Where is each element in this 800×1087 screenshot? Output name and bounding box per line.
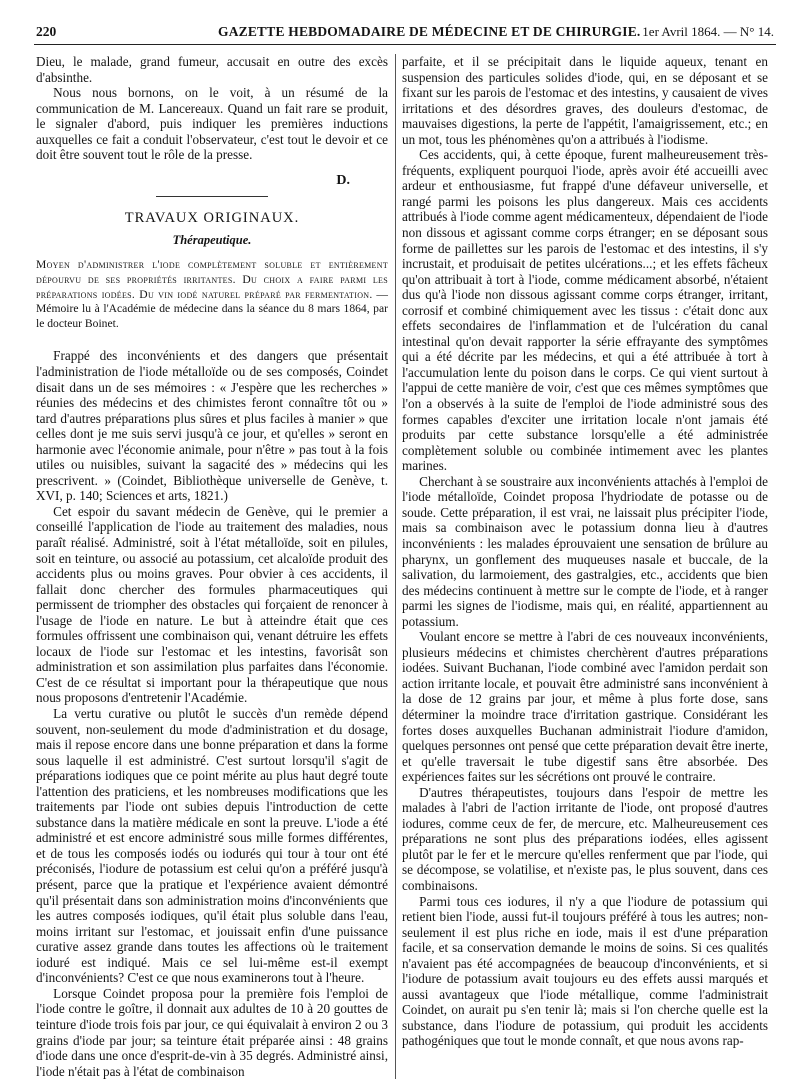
paragraph: Parmi tous ces iodures, il n'y a que l'iodure de potassium qui retient bien l'iode, aussi fut-il toujours préféré à tous les autres; non-seulement il est plus riche en iode, mais il est d'une préparation facile, et sa conservation demande le moins de soins. Si ces qualités n'avaient pas été accompagnées de beaucoup d'inconvénients, et si l'iodure de potassium avait toujours eu des effets aussi marqués et aussi avantageux que l'iode métallique, comme l'administrait Coindet, on aurait pu s'en tenir là; mais si l'on cherche quelle est la substance, dans l'iodure de potassium, qui produit les accidents pathogéniques que tout le monde connaît, et que nous avons rap- [402, 893, 768, 1049]
paragraph: Voulant encore se mettre à l'abri de ces nouveaux inconvénients, plusieurs médecins et chimistes cherchèrent d'autres préparations iodées. Suivant Buchanan, l'iode combiné avec l'amidon perdait son action irritante locale, et pouvait être administré sans inconvénient à la dose de 12 grains par jour, et même à plus forte dose, sans déterminer la moindre trace d'irritation gastrique. Considérant les fortes doses auxquelles Buchanan administrait l'iodure d'amidon, quelques personnes ont pensé que cette préparation devait être inerte, et qu'elle traversait le tube digestif sans être absorbée. Des expériences faites sur les sécrétions ont prouvé le contraire. [402, 629, 768, 785]
issue-date: 1er Avril 1864. — N° 14. [642, 24, 774, 39]
column-divider [395, 54, 396, 1079]
intro-paragraph-1: Dieu, le malade, grand fumeur, accusait en outre des excès d'absinthe. [36, 54, 388, 85]
page-number: 220 [36, 24, 57, 39]
section-title: TRAVAUX ORIGINAUX. [124, 210, 300, 227]
subsection-title: Thérapeutique. [172, 232, 252, 247]
right-column [402, 54, 768, 1049]
paragraph: Frappé des inconvénients et des dangers que présentait l'administration de l'iode métalloïde ou de ses composés, Coindet disait dans un de ses mémoires : « J'espère que les recherches » réunies des médecins et des chimistes feront connaître tôt ou » tard d'autres préparations plus sûres et plus faciles à manier » que celles dont je me suis servi jusqu'à ce jour, et qu'elles » seront en harmonie avec l'économie animale, pour n'être » pas tout à la fois utiles ou nuisibles, suivant la sagacité des » médecins qui les prescrivent. » (Coindet, Bibliothèque universelle de Genève, t. XVI, p. 140; Sciences et arts, 1821.) [36, 348, 388, 504]
article-byline: — Mémoire lu à l'Académie de médecine dans la séance du 8 mars 1864, par le docteur Boinet. [36, 287, 388, 330]
article-heading [36, 258, 388, 331]
section-separator [156, 196, 268, 197]
page-header [34, 18, 776, 45]
paragraph: Ces accidents, qui, à cette époque, furent malheureusement très-fréquents, expliquent pourquoi l'iode, après avoir été accueilli avec ardeur et enthousiasme, fut frappé d'une défaveur universelle, et rangé parmi les poisons les plus dangereux. Mais ces accidents attribués à l'iode comme agent médicamenteux, dépendaient de l'iode non dissous et agissant comme corps étranger; en se déposant sous forme de paillettes sur les parois de l'estomac et des intestins, il s'y incrustait, et produisait de petites ulcérations...; et les effets fâcheux qu'on attribuait à tort à l'iode, comme médicament absorbé, n'étaient dus qu'à l'iode non dissous agissant comme corps étranger, irritant, corrosif et combiné chimiquement avec les tissus : c'était donc aux effets secondaires de l'inflammation et de l'ulcération du canal intestinal qu'on devait rapporter la série effrayante des symptômes qui a été décrite par les médecins, et qui a été attribuée à tort à l'accumulation lente du poison dans le corps. Ce qui vient surtout à l'appui de cette manière de voir, c'est que ces mêmes symptômes que l'on a observés à la suite de l'emploi de l'iode administré sous des formes capables d'exciter une irritation locale n'ont jamais été produits par cette substance lorsqu'elle a été administrée complètement soluble ou combinée intimement avec les plantes marines. [402, 147, 768, 474]
paragraph: La vertu curative ou plutôt le succès d'un remède dépend souvent, non-seulement du mode d'administration et du dosage, mais il repose encore dans une bonne préparation et dans la forme sous laquelle il est administré. C'est surtout lorsqu'il s'agit de préparations iodiques que ce point mérite au plus haut degré toute l'attention des praticiens, et les nombreuses modifications que les traitements par l'iode ont subies depuis l'introduction de cette substance dans la matière médicale en sont la preuve. L'iode a été administré et est encore administré sous mille formes différentes, et de tous les composés iodés ou iodurés qui tour à tour ont été préconisés, l'iodure de potassium est celui qu'on a préféré jusqu'à présent, parce que la pratique et l'expérience avaient démontré qu'il présentait dans son administration moins d'inconvénients que les autres composés iodiques, qu'il était plus soluble dans l'eau, moins irritant sur l'estomac, et jouissait enfin d'une puissance curative assez grande dans toutes les affections où le traitement ioduré est indiqué. Mais ce sel lui-même est-il exempt d'inconvénients? C'est ce que nous examinerons tout à l'heure. [36, 706, 388, 986]
journal-title: GAZETTE HEBDOMADAIRE DE MÉDECINE ET DE CHIRURGIE. [218, 24, 641, 39]
paragraph: Cet espoir du savant médecin de Genève, qui le premier a conseillé l'application de l'iode au traitement des maladies, nous paraît réalisé. Administré, soit à l'état métalloïde, soit en pilules, soit en teinture, ou associé au potassium, cet alcaloïde produit des accidents plus ou moins graves. Pour obvier à ces accidents, il fallait donc chercher des formules pharmaceutiques qui permissent de triompher des obstacles qui forçaient de renoncer à l'usage de l'iode en nature. Le but à atteindre était que ces formules offrissent une combinaison qui, venant détruire les effets locaux de l'iode sur l'estomac et les intestins, favorisât son administration et son assimilation plus parfaites dans l'économie. C'est de ce résultat si important pour la thérapeutique que nous nous proposons d'entretenir l'Académie. [36, 503, 388, 706]
intro-paragraph-2: Nous nous bornons, on le voit, à un résumé de la communication de M. Lancereaux. Quand un fait rare se produit, le signaler d'abord, puis indiquer les premières inductions auxquelles ce fait a conduit l'observateur, c'est tout le devoir et ce doit être souvent tout le rôle de la presse. [36, 85, 388, 163]
paragraph-continued: parfaite, et il se précipitait dans le liquide aqueux, tenant en suspension des particules solides d'iode, qui, en se déposant et se fixant sur les parois de l'estomac et des intestins, y causaient de vives irritations et des désordres graves, des douleurs d'estomac, de mauvaises digestions, la perte de l'appétit, l'amaigrissement, etc.; en un mot, tous les phénomènes qu'on a attribués à l'iodisme. [402, 54, 768, 147]
paragraph: Cherchant à se soustraire aux inconvénients attachés à l'emploi de l'iode métalloïde, Coindet proposa l'hydriodate de potasse ou de soude. Cette préparation, il est vrai, ne laissait plus précipiter l'iode, mais sa combinaison avec le potassium donna lieu à d'autres inconvénients : les malades éprouvaient une sensation de brûlure au pharynx, un gonflement des muqueuses nasale et buccale, de la salivation, du larmoiement, des gastralgies, etc., accidents que bien des médecins continuent à mettre sur le compte de l'iode, et à ranger parmi les signes de l'iodisme, mais qui, en réalité, appartiennent au potassium. [402, 473, 768, 629]
paragraph: Lorsque Coindet proposa pour la première fois l'emploi de l'iode contre le goître, il donnait aux adultes de 10 à 20 gouttes de teinture d'iode trois fois par jour, ce qui équivalait à environ 2 ou 3 grains d'iode par jour; sa teinture était préparée ainsi : 48 grains d'iode dans une once d'esprit-de-vin à 35 degrés. Administré ainsi, l'iode n'était pas à l'état de combinaison [36, 985, 388, 1079]
left-column [36, 54, 388, 1079]
article-title: Moyen d'administrer l'iode complètement soluble et entièrement dépourvu de ses propriétés irritantes. Du choix a faire parmi les préparations iodées. Du vin iodé naturel préparé par fermentation. [36, 258, 388, 301]
signature: D. [336, 172, 350, 188]
paragraph: D'autres thérapeutistes, toujours dans l'espoir de mettre les malades à l'abri de l'action irritante de l'iode, ont proposé d'autres iodures, comme ceux de fer, de mercure, etc. Malheureusement ces préparations ne sont plus des préparations iodées, elles agissent plutôt par le fer et le mercure qu'elles renferment que par l'iode, qui se décompose, se volatilise, et n'existe pas, le plus souvent, dans ces combinaisons. [402, 784, 768, 893]
